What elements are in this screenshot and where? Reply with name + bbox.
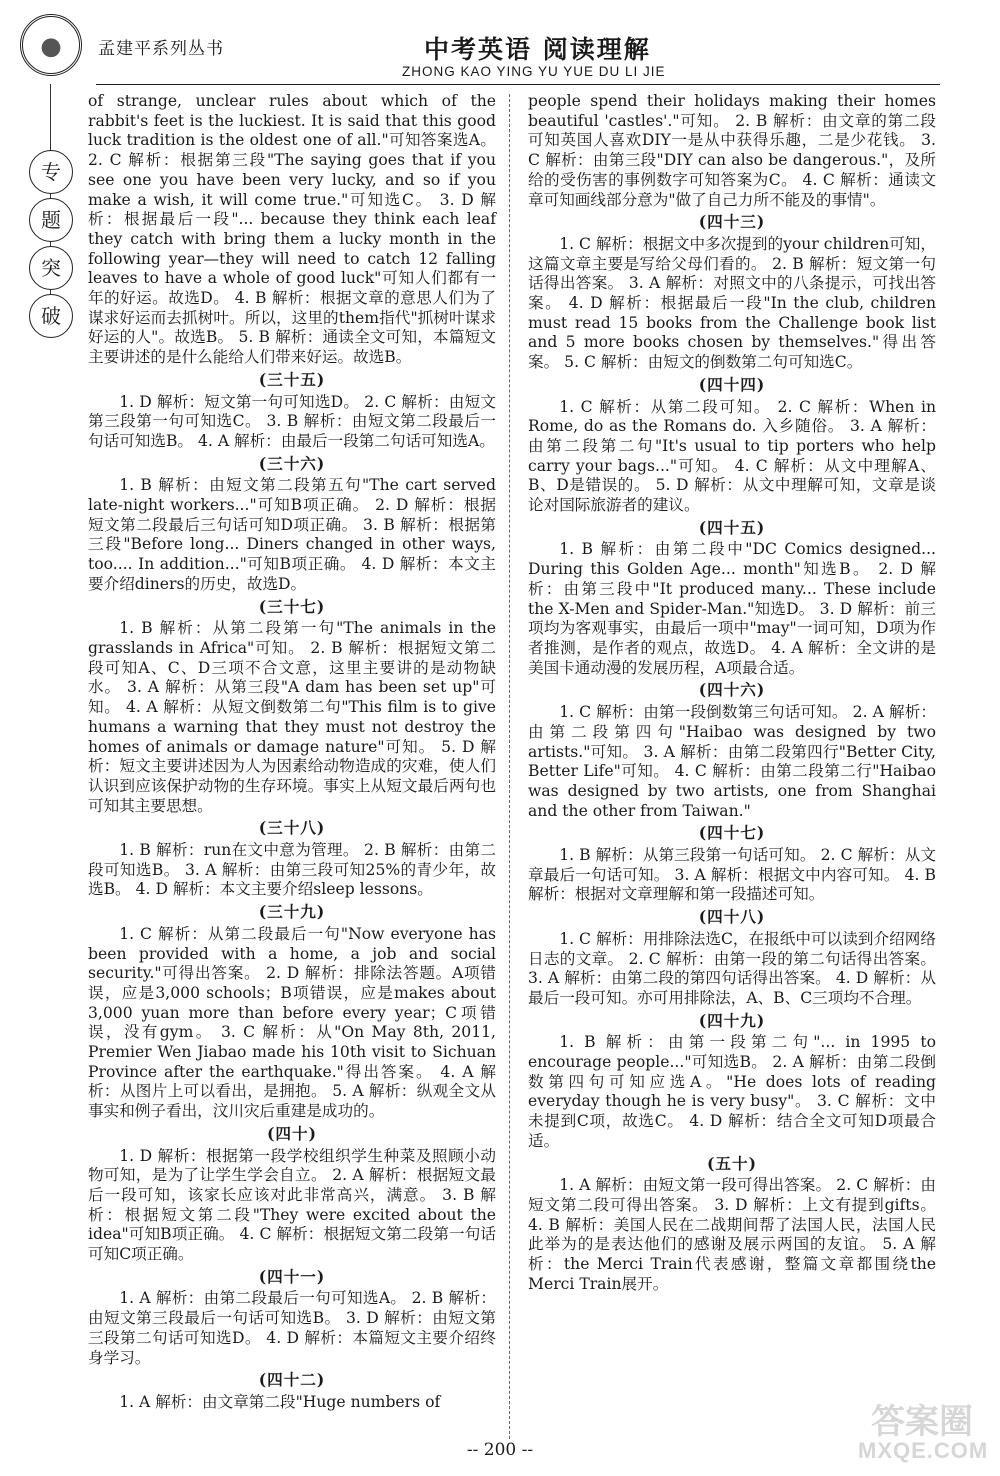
page-title: 中考英语 阅读理解 xyxy=(424,35,651,64)
section-heading: (四十七) xyxy=(698,823,766,843)
answer-paragraph: 1. C 解析：根据文中多次提到的your children可知，这篇文章主要是写给父母们看的。 2. B 解析：短文第一句话得出答案。 3. A 解析：对照文中的八条提示，可找出答案。 4. D 解析：根据最后一段"In the club, children must read 15 books from the Challenge book list and 5 more books chosen by themselves."得出答案。 5. C 解析：由短文的倒数第二句可知选C。 xyxy=(528,234,936,372)
section-heading: (四十九) xyxy=(698,1010,766,1030)
answer-paragraph: 1. B 解析：从第二段第一句"The animals in the grasslands in Africa"可知。 2. B 解析：根据短文第二段可知A、C、D三项不合文意，这里主要讲的是动物缺水。 3. A 解析：从第三段"A dam has been set up"可知。 4. A 解析：从短文倒数第二句"This film is to give humans a warning that they must not destroy the homes of animals or damage nature"可知。 5. D 解析：短文主要讲述因为人为因素给动物造成的灾难，使人们认识到应该保护动物的生存环境。事实上从短文最后两句也可知其主要思想。 xyxy=(88,619,496,815)
answer-paragraph: 1. D 解析：根据第一段学校组织学生种菜及照顾小动物可知，是为了让学生学会自立。 2. A 解析：根据短文最后一段可知，该家长应该对此非常高兴，满意。 3. B 解析：根据短文第二段"They were excited about the idea"可知B项正确。 4. C 解析：根据短文第二段第一句话可知C项正确。 xyxy=(88,1146,496,1264)
series-name: 孟建平系列丛书 xyxy=(98,39,224,59)
section-heading: (四十五) xyxy=(698,517,766,537)
section-heading: (三十六) xyxy=(258,453,326,473)
section-heading: (三十八) xyxy=(258,818,326,838)
section-heading: (四十六) xyxy=(698,680,766,700)
section-heading: (五十) xyxy=(707,1153,757,1173)
margin-tab-po: 破 xyxy=(29,294,73,338)
watermark xyxy=(858,1403,989,1466)
section-heading: (四十二) xyxy=(258,1370,326,1390)
answer-paragraph: 1. C 解析：从第二段最后一句"Now everyone has been provided with a home, a job and social security."可得出答案。 2. D 解析：排除法答题。A项错误，应是3,000 schools；B项错误，应是makes about 3,000 yuan more than before every year；C项错误，没有gym。 3. C 解析：从"On May 8th, 2011, Premier Wen Jiabao made his 10th visit to Sichuan Province after the earthquake."得出答案。 4. A 解析：从图片上可以看出，是拥抱。 5. A 解析：纵观全文从事实和例子看出，汶川灾后重建是成功的。 xyxy=(88,924,496,1121)
answer-paragraph: 1. A 解析：由第二段最后一句可知选A。 2. B 解析：由短文第三段最后一句话可知选B。 3. D 解析：由短文第三段第二句话可知选D。 4. D 解析：本篇短文主要介绍终身学习。 xyxy=(88,1289,496,1367)
answer-paragraph: 1. B 解析：由第一段第二句"... in 1995 to encourage people..."可知选B。 2. A 解析：由第二段倒数第四句可知应选A。"He does lots of reading everyday though he is very busy"。 3. C 解析：文中未提到C项，故选C。 4. D 解析：结合全文可知D项最合适。 xyxy=(528,1033,936,1150)
watermark-line-2: MXQE.COM xyxy=(858,1438,989,1463)
column-divider xyxy=(509,94,510,1439)
section-heading: (四十四) xyxy=(698,374,766,394)
answer-paragraph: of strange, unclear rules about which of the rabbit's feet is the luckiest. It is said that this good luck tradition is the oldest one of all."可知答案选A。 2. C 解析：根据第三段"The saying goes that if you see one you have been very lucky, and so if you make a wish, it will come true."可知选C。 3. D 解析：根据最后一段"... because they think each leaf they catch with bring them a lucky month in the following year—they will need to catch 12 falling leaves to have a whole of good luck"可知人们都有一年的好运。故选D。 4. B 解析：根据文章的意思人们为了谋求好运而去抓树叶。所以，这里的them指代"抓树叶谋求好运的人"。故选B。 5. B 解析：通读全文可知，本篇短文主要讲述的是什么能给人们带来好运。故选B。 xyxy=(88,92,496,367)
header-rule xyxy=(96,84,940,85)
watermark-line-1: 答案圈 xyxy=(871,1403,973,1441)
answer-paragraph: 1. C 解析：从第二段可知。 2. C 解析：When in Rome, do as the Romans do. 入乡随俗。 3. A 解析：由第二段第二句"It's usual to tip porters who help carry your bags..."可知。 4. C 解析：从文中理解A、B、D是错误的。 5. D 解析：从文中理解可知，文章是谈论对国际旅游者的建议。 xyxy=(528,397,936,515)
section-heading: (四十一) xyxy=(258,1266,326,1286)
margin-tab-tu: 突 xyxy=(29,246,73,290)
answer-paragraph: 1. A 解析：由文章第二段"Huge numbers of xyxy=(119,1393,441,1411)
answer-paragraph: 1. C 解析：用排除法选C，在报纸中可以读到介绍网络日志的文章。 2. C 解析：由第一段的第二句话得出答案。 3. A 解析：由第二段的第四句话得出答案。 4. D 解析：从最后一段可知。亦可用排除法，A、B、C三项均不合理。 xyxy=(528,929,936,1007)
answer-paragraph: 1. B 解析：从第三段第一句话可知。 2. C 解析：从文章最后一句话可知。 3. A 解析：根据文中内容可知。 4. B 解析：根据对文章理解和第一段描述可知。 xyxy=(528,846,936,904)
title-pinyin: ZHONG KAO YING YU YUE DU LI JIE xyxy=(402,64,666,79)
section-heading: (四十三) xyxy=(698,212,766,232)
section-heading: (三十五) xyxy=(258,369,326,389)
answer-paragraph: 1. B 解析：run在文中意为管理。 2. B 解析：由第二段可知选B。 3. A 解析：由第三段可知25%的青少年，故选B。 4. D 解析：本文主要介绍sleep lessons。 xyxy=(88,841,496,899)
page-number: -- 200 -- xyxy=(466,1440,534,1460)
publisher-logo-icon xyxy=(20,14,82,76)
section-heading: (三十九) xyxy=(258,902,326,922)
answer-paragraph: people spend their holidays making their homes beautiful 'castles'."可知。 2. B 解析：由文章的第二段可知英国人喜欢DIY一是从中获得乐趣，二是少花钱。 3. C 解析：由第三段"DIY can also be dangerous."，及所给的受伤害的事例数字可知答案为C。 4. C 解析：通读文章可知画线部分意为"做了自己力所不能及的事情"。 xyxy=(528,92,936,209)
answer-paragraph: 1. B 解析：由短文第二段第五句"The cart served late-night workers..."可知B项正确。 2. D 解析：根据短文第二段最后三句话可知D项正确。 3. B 解析：根据第三段"Before long... Diners changed in other ways, too.... In addition..."可知B项正确。 4. D 解析：本文主要介绍diners的历史，故选D。 xyxy=(88,476,496,593)
left-column xyxy=(88,92,496,1413)
section-heading: (三十七) xyxy=(258,596,326,616)
margin-tab-ti: 题 xyxy=(29,198,73,242)
answer-paragraph: 1. B 解析：由第二段中"DC Comics designed... During this Golden Age... month"知选B。 2. D 解析：由第三段中"It produced many... These include the X-Men and Spider-Man."知选D。 3. D 解析：前三项均为客观事实，由最后一项中"may"一词可知，D项为作者推测，是作者的观点，故选D。 4. A 解析：全文讲的是美国卡通动漫的发展历程，A项最合适。 xyxy=(528,540,936,677)
right-column xyxy=(528,92,936,1294)
answer-paragraph: 1. C 解析：由第一段倒数第三句话可知。 2. A 解析：由第二段第四句"Haibao was designed by two artists."可知。 3. A 解析：由第二段第四行"Better City, Better Life"可知。 4. C 解析：由第二段第二行"Haibao was designed by two artists, one from Shanghai and the other from Taiwan." xyxy=(528,703,936,820)
answer-paragraph: 1. D 解析：短文第一句可知选D。 2. C 解析：由短文第三段第一句可知选C。 3. B 解析：由短文第二段最后一句话可知选B。 4. A 解析：由最后一段第二句话可知选A。 xyxy=(88,392,496,450)
answer-paragraph: 1. A 解析：由短文第一段可得出答案。 2. C 解析：由短文第二段可得出答案。 3. D 解析：上文有提到gifts。 4. B 解析：美国人民在二战期间帮了法国人民，法国人民此举为的是表达他们的感谢及展示两国的友谊。 5. A 解析：the Merci Train代表感谢，整篇文章都围绕the Merci Train展开。 xyxy=(528,1176,936,1293)
section-heading: (四十) xyxy=(267,1123,317,1143)
margin-tab-zhuan: 专 xyxy=(29,150,73,194)
section-heading: (四十八) xyxy=(698,907,766,927)
